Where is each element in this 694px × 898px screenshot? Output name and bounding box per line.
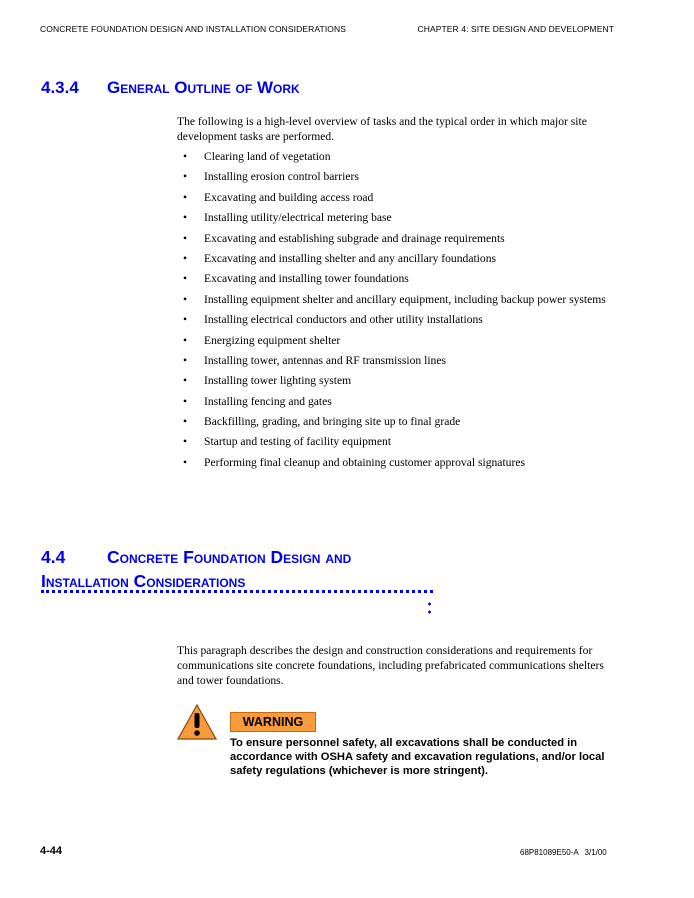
section-intro-paragraph: This paragraph describes the design and construction considerations and requirements for communications site concrete foundations, including prefabricated communications shelters and tower foundations. xyxy=(177,644,604,687)
task-list-item: • Installing utility/electrical metering base xyxy=(177,211,617,225)
running-header xyxy=(40,24,614,34)
header-right: CHAPTER 4: SITE DESIGN AND DEVELOPMENT xyxy=(417,24,614,34)
page-number: 4-44 xyxy=(40,845,63,857)
doc-date: 3/1/00 xyxy=(584,848,607,857)
task-list-item: • Excavating and establishing subgrade and drainage requirements xyxy=(177,232,617,246)
task-list-item: • Installing electrical conductors and other utility installations xyxy=(177,313,617,327)
section-number: 4.4 xyxy=(41,547,66,567)
task-list-item: • Energizing equipment shelter xyxy=(177,334,617,348)
task-list xyxy=(177,150,617,476)
task-list-item: • Installing tower lighting system xyxy=(177,374,617,388)
task-list-item: • Excavating and installing tower foundations xyxy=(177,272,617,286)
task-list-item: • Backfilling, grading, and bringing site up to final grade xyxy=(177,415,617,429)
header-left: CONCRETE FOUNDATION DESIGN AND INSTALLATION CONSIDERATIONS xyxy=(40,24,347,34)
footer-doc-info xyxy=(520,848,607,857)
section-title-line-1: Concrete Foundation Design and xyxy=(107,547,352,567)
dotted-divider xyxy=(41,590,433,593)
section-number: 4.3.4 xyxy=(41,78,79,97)
warning-text: To ensure personnel safety, all excavations shall be conducted in accordance with OSHA safety and excavation regulations, and/or local safety regulations (whichever is more stringent). xyxy=(230,737,605,777)
task-list-item: • Installing tower, antennas and RF transmission lines xyxy=(177,354,617,368)
task-list-item: • Performing final cleanup and obtaining customer approval signatures xyxy=(177,456,617,470)
section-title: General Outline of Work xyxy=(107,78,300,97)
task-list-item: • Installing fencing and gates xyxy=(177,395,617,409)
task-list-item: • Excavating and building access road xyxy=(177,191,617,205)
warning-triangle-icon xyxy=(177,704,217,740)
dotted-divider-end xyxy=(428,600,431,618)
task-list-item: • Installing equipment shelter and ancillary equipment, including backup power systems xyxy=(177,293,617,307)
task-list-item: • Excavating and installing shelter and any ancillary foundations xyxy=(177,252,617,266)
task-list-item: • Installing erosion control barriers xyxy=(177,170,617,184)
doc-id: 68P81089E50-A xyxy=(520,848,579,857)
section-heading-4-4 xyxy=(41,545,351,593)
task-list-item: • Clearing land of vegetation xyxy=(177,150,617,164)
section-title-line-2: Installation Considerations xyxy=(41,571,246,591)
section-intro-paragraph: The following is a high-level overview of tasks and the typical order in which major site development tasks are performed. xyxy=(177,115,587,143)
warning-label: WARNING xyxy=(230,712,316,732)
task-list-item: • Startup and testing of facility equipment xyxy=(177,435,617,449)
section-heading-4-3-4 xyxy=(41,78,300,98)
